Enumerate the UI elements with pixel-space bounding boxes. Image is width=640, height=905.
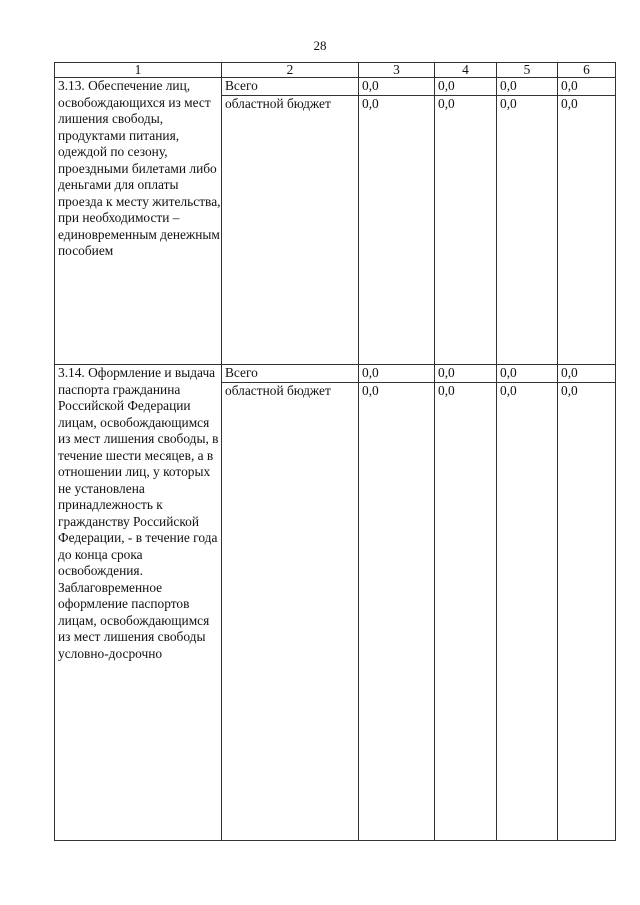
funding-source-label: областной бюджет [222, 383, 359, 841]
value-cell: 0,0 [497, 78, 558, 96]
measure-description: 3.13. Обеспечение лиц, освобождающихся из мест лишения свободы, продуктами питания, одеждой по сезону, проездными билетами либо деньгами для оплаты проезда к месту жительства, при необходимости – единовременным денежным пособием [55, 78, 222, 365]
value-cell: 0,0 [435, 365, 497, 383]
value-cell: 0,0 [435, 78, 497, 96]
value-cell: 0,0 [497, 96, 558, 365]
page-number: 28 [313, 38, 327, 53]
program-funding-table [54, 62, 616, 841]
value-cell: 0,0 [435, 383, 497, 841]
value-cell: 0,0 [558, 383, 616, 841]
value-cell: 0,0 [497, 383, 558, 841]
value-cell: 0,0 [359, 365, 435, 383]
value-cell: 0,0 [359, 96, 435, 365]
funding-source-label: Всего [222, 365, 359, 383]
value-cell: 0,0 [359, 383, 435, 841]
funding-source-label: областной бюджет [222, 96, 359, 365]
header-row [55, 63, 616, 78]
column-header-5: 5 [497, 63, 558, 78]
value-cell: 0,0 [558, 365, 616, 383]
column-header-3: 3 [359, 63, 435, 78]
value-cell: 0,0 [558, 78, 616, 96]
column-header-6: 6 [558, 63, 616, 78]
value-cell: 0,0 [558, 96, 616, 365]
column-header-2: 2 [222, 63, 359, 78]
column-header-4: 4 [435, 63, 497, 78]
column-header-1: 1 [55, 63, 222, 78]
table-row [55, 78, 616, 96]
measure-description: 3.14. Оформление и выдача паспорта гражданина Российской Федерации лицам, освобождающимся из мест лишения свободы, в течение шести месяцев, а в отношении лиц, у которых не установлена принадлежность к гражданству Российской Федерации, - в течение года до конца срока освобождения. Заблаговременное оформление паспортов лицам, освобождающимся из мест лишения свободы условно-досрочно [55, 365, 222, 841]
value-cell: 0,0 [359, 78, 435, 96]
value-cell: 0,0 [435, 96, 497, 365]
table-row [55, 365, 616, 383]
value-cell: 0,0 [497, 365, 558, 383]
funding-source-label: Всего [222, 78, 359, 96]
